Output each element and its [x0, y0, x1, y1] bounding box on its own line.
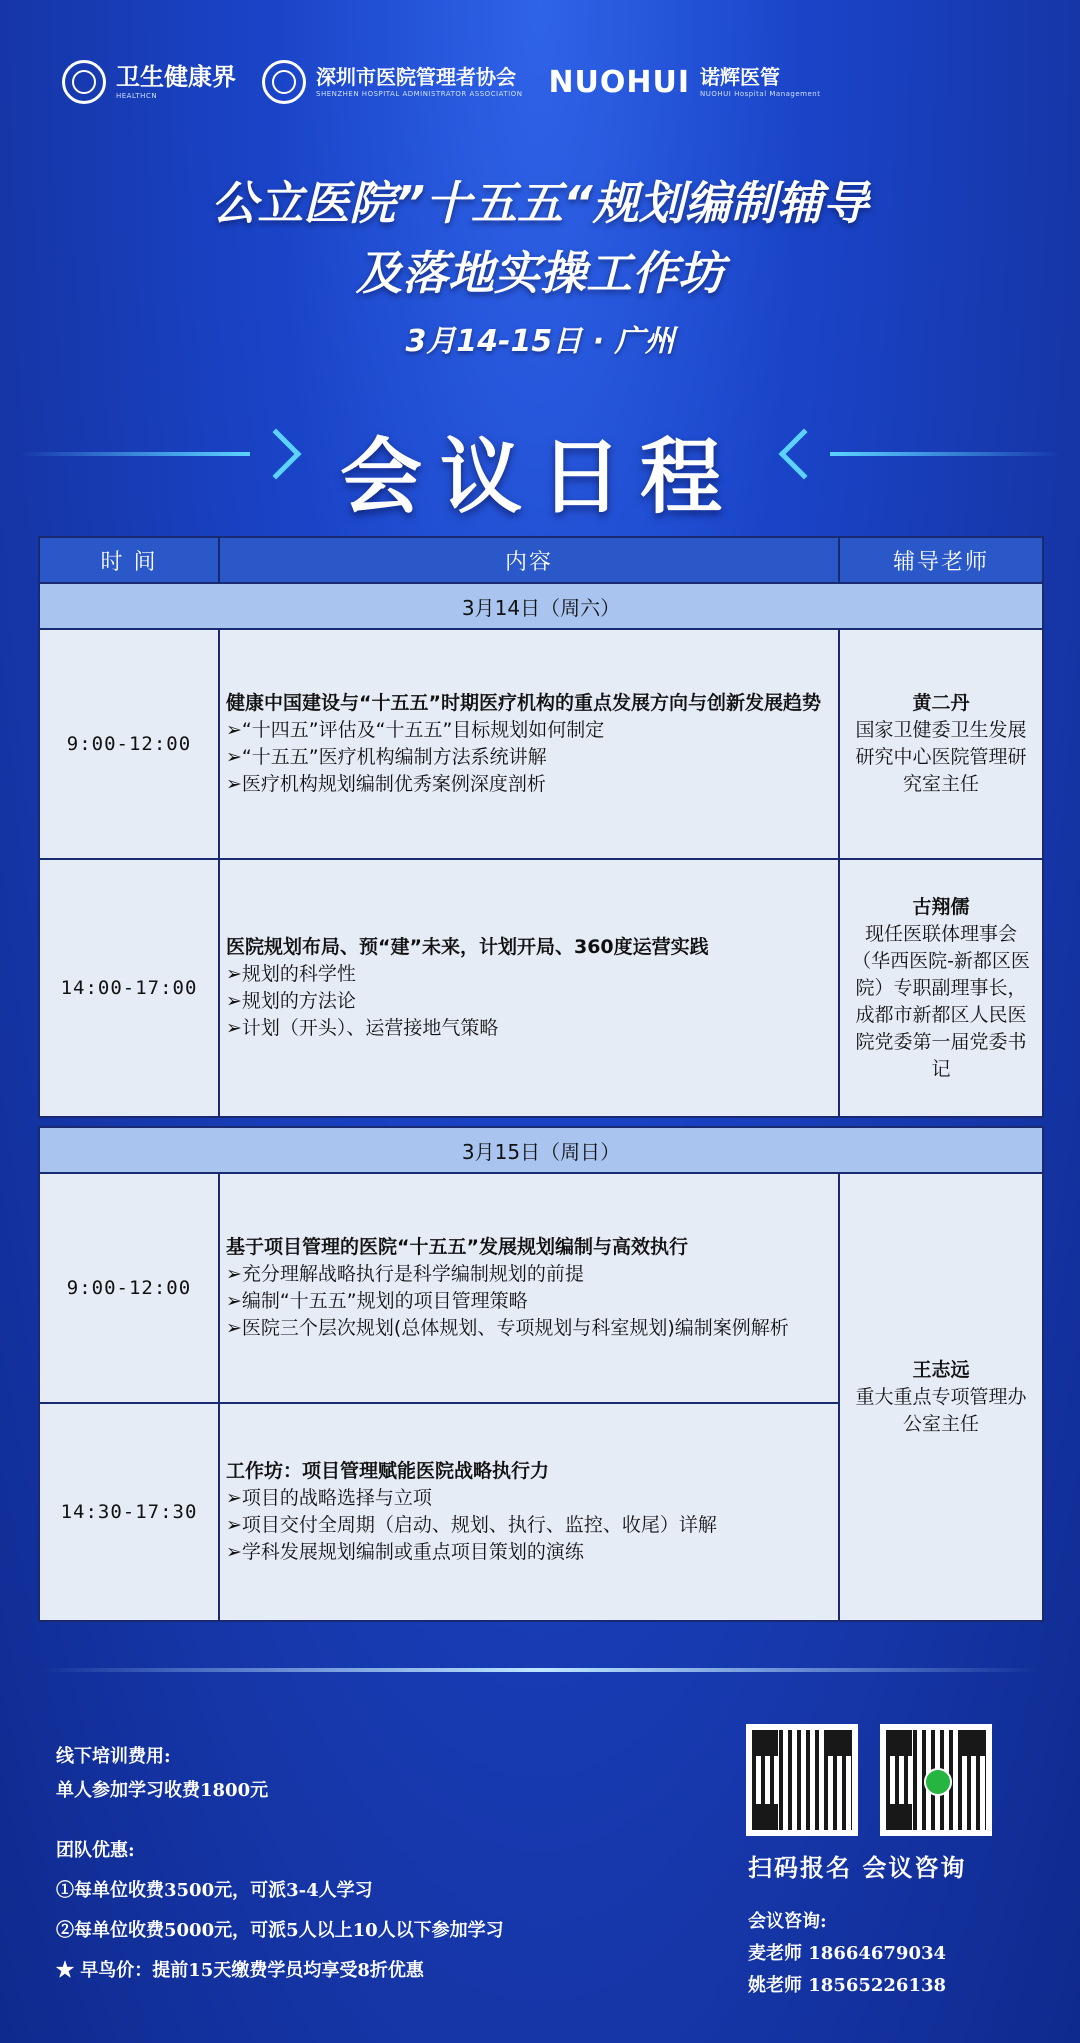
session-item: ➢项目交付全周期（启动、规划、执行、监控、收尾）详解	[226, 1514, 717, 1536]
session-topic: 医院规划布局、预“建”未来，计划开局、360度运营实践	[226, 936, 709, 958]
table-row	[39, 629, 1043, 859]
session-item: ➢充分理解战略执行是科学编制规划的前提	[226, 1263, 584, 1285]
title-line-1: 公立医院”十五五“规划编制辅导	[211, 176, 869, 230]
session-item: ➢规划的科学性	[226, 963, 356, 985]
session-item: ➢规划的方法论	[226, 990, 356, 1012]
healthcn-emblem-icon	[62, 60, 106, 104]
shenzhen-association-logo	[262, 60, 522, 104]
session-time: 9:00-12:00	[39, 629, 219, 859]
session-content	[219, 1173, 839, 1403]
contact-phone-2: 姚老师 18565226138	[748, 1975, 947, 1996]
association-emblem-icon	[262, 60, 306, 104]
day-label: 3月15日（周日）	[39, 1127, 1043, 1173]
session-teacher	[839, 1173, 1043, 1621]
date-location: 3月14-15日 · 广州	[405, 324, 675, 359]
registration-qr-code[interactable]	[746, 1724, 858, 1836]
session-item: ➢项目的战略选择与立项	[226, 1487, 432, 1509]
early-bird-offer: ★ 早鸟价：提前15天缴费学员均享受8折优惠	[56, 1960, 424, 1981]
healthcn-name: 卫生健康界	[116, 62, 236, 91]
session-content	[219, 859, 839, 1117]
wechat-icon	[924, 1768, 952, 1796]
divider-glow	[40, 1668, 1040, 1672]
nuohui-cn-name: 诺辉医管	[700, 64, 781, 89]
table-row	[39, 859, 1043, 1117]
section-title: 会议日程	[339, 429, 740, 525]
session-topic: 健康中国建设与“十五五”时期医疗机构的重点发展方向与创新发展趋势	[226, 692, 821, 714]
session-topic: 工作坊：项目管理赋能医院战略执行力	[226, 1460, 550, 1482]
nuohui-name: NUOHUI	[548, 64, 691, 100]
section-header	[0, 412, 1080, 525]
session-item: ➢“十五五”医疗机构编制方法系统讲解	[226, 746, 547, 768]
teacher-name: 黄二丹	[912, 692, 970, 714]
contact-phone-1: 麦老师 18664679034	[748, 1943, 947, 1964]
session-teacher	[839, 859, 1043, 1117]
teacher-title: 国家卫健委卫生发展研究中心医院管理研究室主任	[855, 719, 1027, 795]
healthcn-logo	[62, 60, 236, 104]
title-line-2: 及落地实操工作坊	[356, 246, 724, 300]
nuohui-sub: NUOHUI Hospital Management	[700, 89, 821, 98]
decor-line-right	[830, 452, 1060, 456]
session-item: ➢计划（开头）、运营接地气策略	[226, 1017, 499, 1039]
nuohui-logo	[548, 65, 820, 100]
offline-fee-label: 线下培训费用:	[56, 1746, 171, 1767]
association-sub: SHENZHEN HOSPITAL ADMINISTRATOR ASSOCIATION	[316, 89, 523, 98]
consultation-qr-code[interactable]	[880, 1724, 992, 1836]
healthcn-sub: HEALTHCN	[116, 91, 158, 100]
header-content: 内容	[219, 537, 839, 583]
session-topic: 基于项目管理的医院“十五五”发展规划编制与高效执行	[226, 1236, 688, 1258]
session-item: ➢学科发展规划编制或重点项目策划的演练	[226, 1541, 584, 1563]
header-teacher: 辅导老师	[839, 537, 1043, 583]
header-time: 时 间	[39, 537, 219, 583]
logo-bar	[62, 52, 1018, 112]
page-title	[0, 168, 1080, 308]
team-option-2: ②每单位收费5000元，可派5人以上10人以下参加学习	[56, 1920, 504, 1941]
session-item: ➢医疗机构规划编制优秀案例深度剖析	[226, 773, 546, 795]
session-time: 14:30-17:30	[39, 1403, 219, 1621]
qr-labels: 扫码报名 会议咨询	[748, 1853, 967, 1882]
table-header-row	[39, 537, 1043, 583]
teacher-name: 古翔儒	[912, 895, 970, 918]
team-option-1: ①每单位收费3500元，可派3-4人学习	[56, 1880, 373, 1901]
qr-code-icon	[752, 1730, 852, 1830]
session-item: ➢医院三个层次规划(总体规划、专项规划与科室规划)编制案例解析	[226, 1317, 789, 1339]
table-row	[39, 1173, 1043, 1403]
fee-info	[56, 1742, 504, 1982]
session-teacher	[839, 629, 1043, 859]
single-fee: 单人参加学习收费1800元	[56, 1780, 269, 1801]
teacher-name: 王志远	[912, 1358, 970, 1381]
session-content	[219, 1403, 839, 1621]
day-label: 3月14日（周六）	[39, 583, 1043, 629]
schedule-table	[38, 536, 1044, 1622]
teacher-title: 现任医联体理事会（华西医院-新都区医院）专职副理事长，成都市新都区人民医院党委第一届党委书记	[852, 922, 1030, 1080]
session-item: ➢“十四五”评估及“十五五”目标规划如何制定	[226, 719, 605, 741]
contact-info	[748, 1906, 946, 2002]
contact-label: 会议咨询:	[748, 1911, 827, 1932]
session-item: ➢编制“十五五”规划的项目管理策略	[226, 1290, 528, 1312]
session-time: 9:00-12:00	[39, 1173, 219, 1403]
association-name: 深圳市医院管理者协会	[316, 64, 516, 89]
teacher-title: 重大重点专项管理办公室主任	[855, 1385, 1027, 1435]
session-content	[219, 629, 839, 859]
team-discount-label: 团队优惠:	[56, 1840, 135, 1861]
session-time: 14:00-17:00	[39, 859, 219, 1117]
